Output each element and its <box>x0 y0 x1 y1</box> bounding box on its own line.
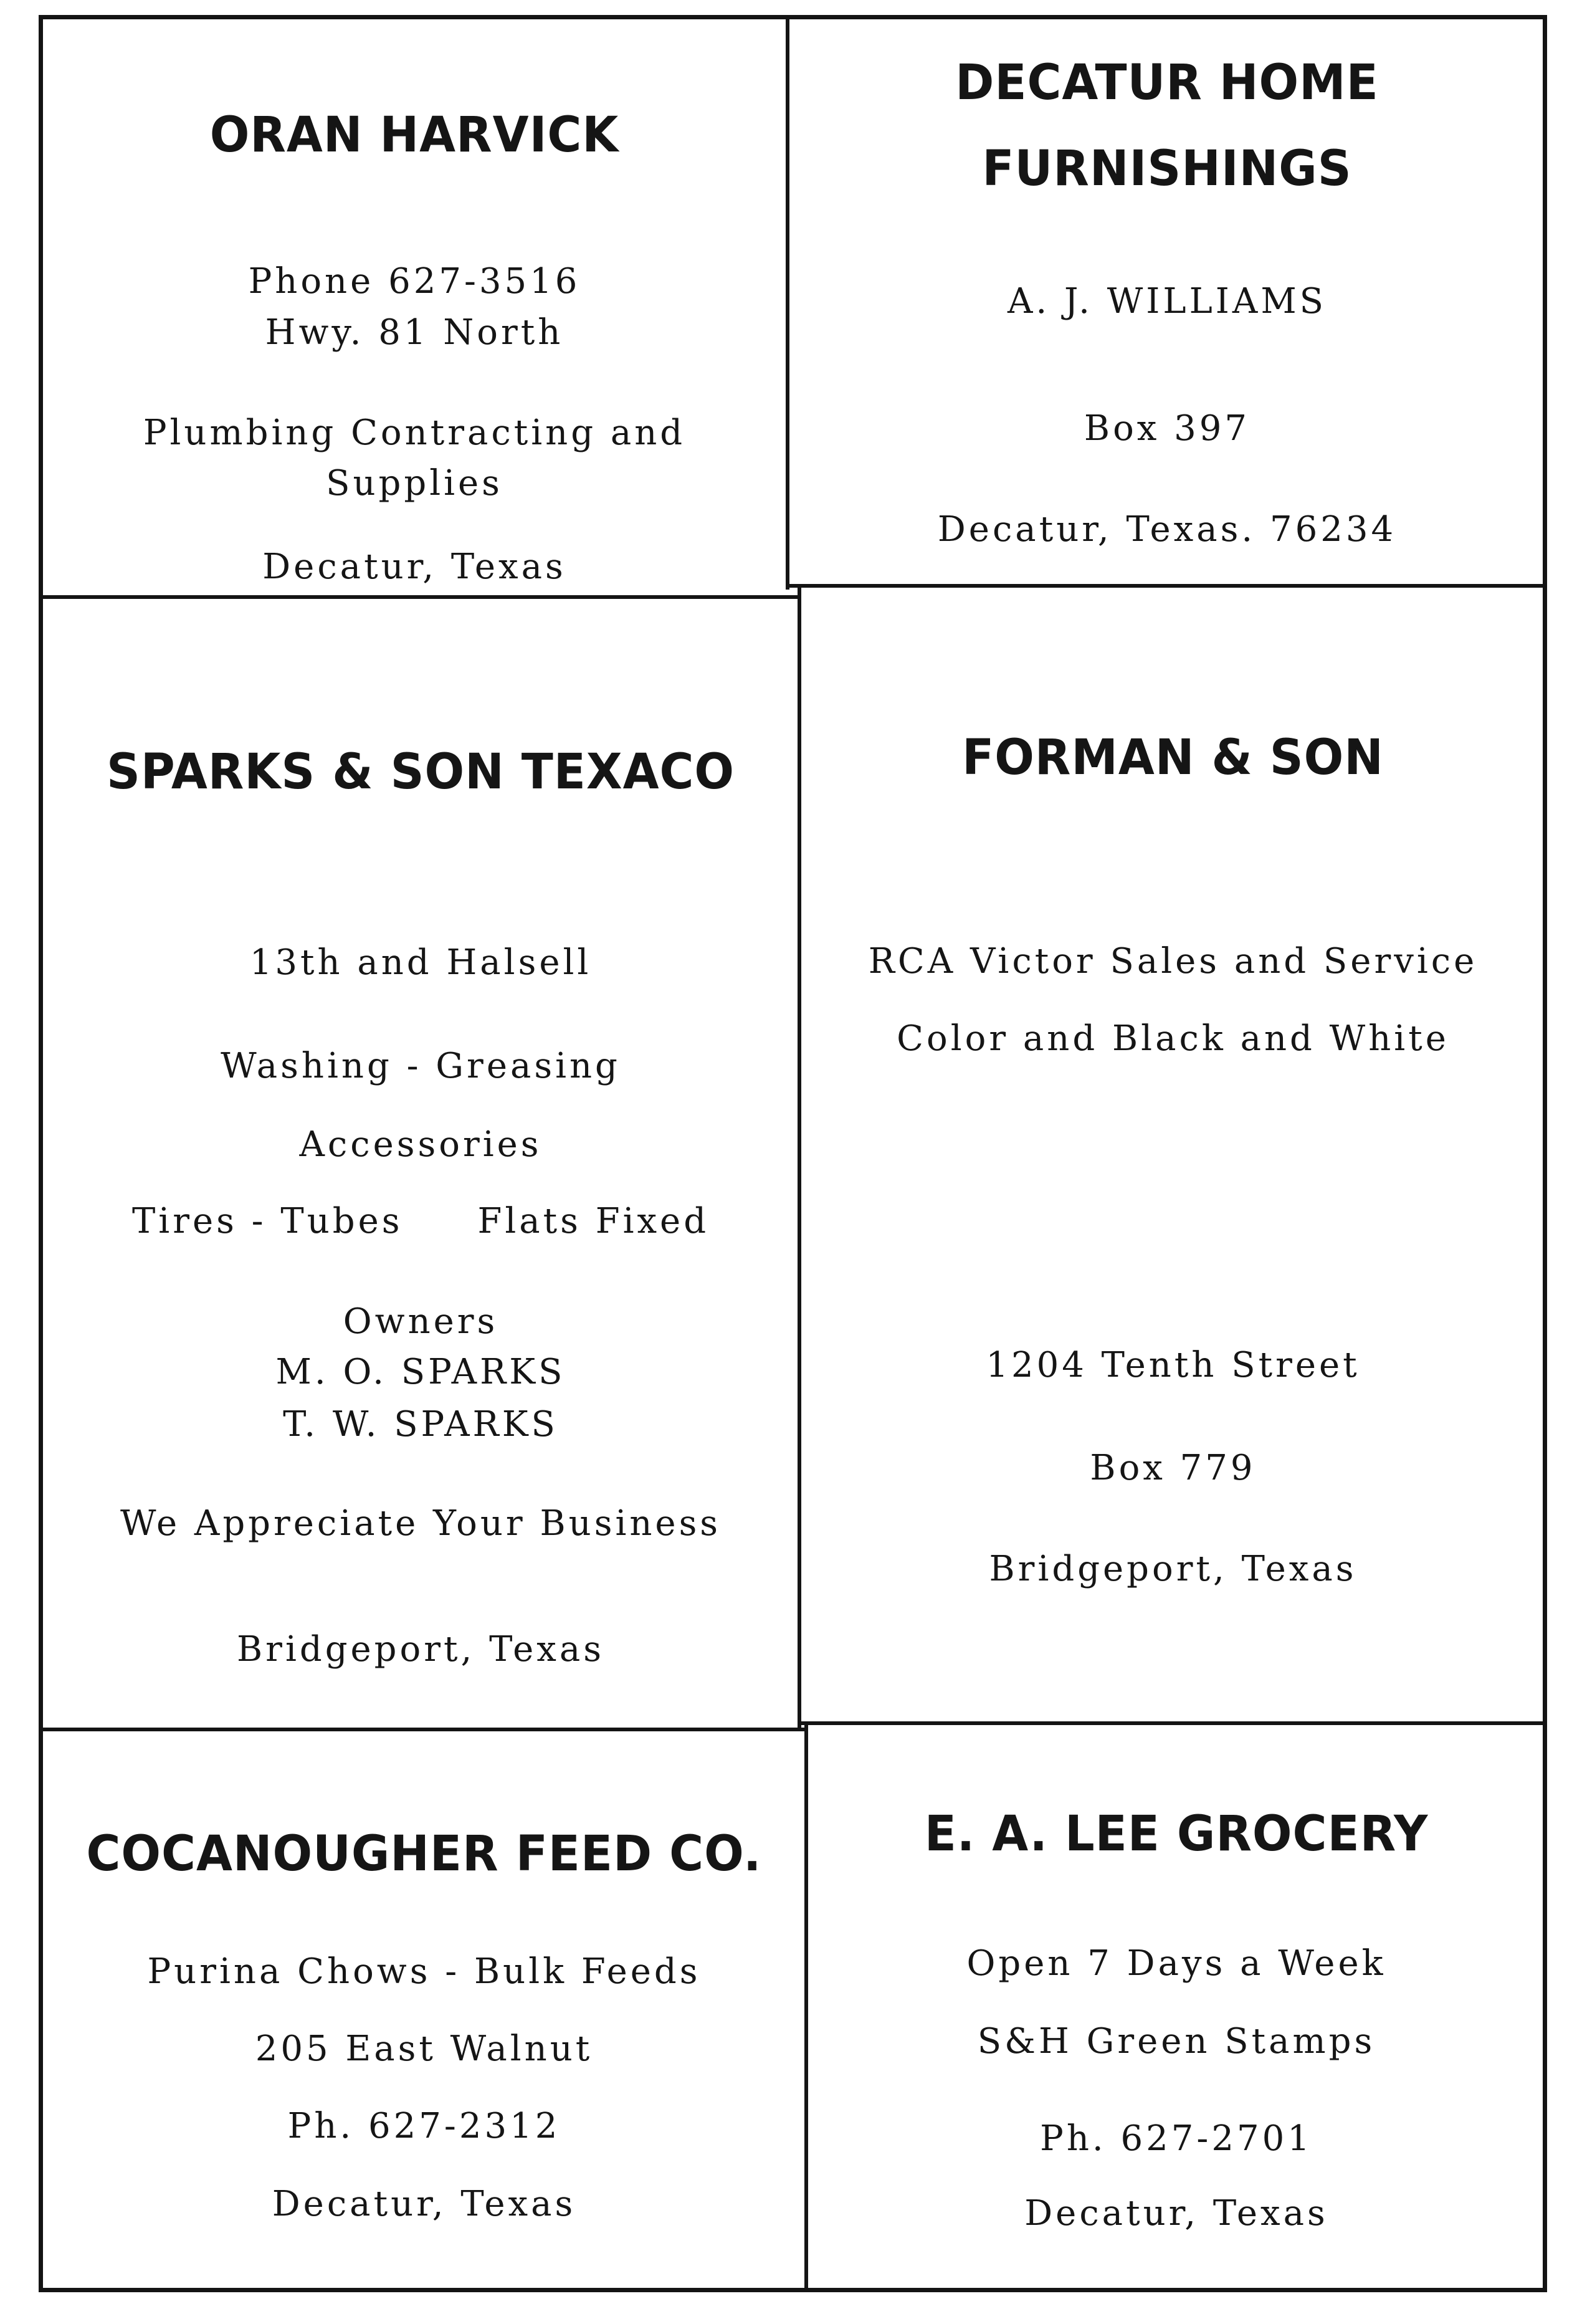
owner-name: T. W. SPARKS <box>283 1404 558 1445</box>
service-tires-tubes: Tires - Tubes <box>131 1201 403 1241</box>
ad-sparks-son-texaco <box>44 599 798 1728</box>
address: 205 East Walnut <box>255 2029 593 2069</box>
city: Bridgeport, Texas <box>989 1549 1357 1589</box>
service-line: Washing - Greasing <box>221 1046 621 1086</box>
city: Decatur, Texas <box>262 547 566 587</box>
address: 1204 Tenth Street <box>986 1345 1360 1385</box>
ad-title: FORMAN & SON <box>962 730 1384 786</box>
ad-title: COCANOUGHER FEED CO. <box>86 1826 762 1882</box>
owners-label: Owners <box>343 1301 498 1342</box>
ad-title: E. A. LEE GROCERY <box>924 1806 1429 1862</box>
product-line: RCA Victor Sales and Service <box>868 941 1478 982</box>
business-description-cont: Supplies <box>326 463 503 504</box>
ad-cocanougher-feed <box>44 1731 804 2287</box>
box-number: Box 397 <box>1084 408 1251 449</box>
phone-number: Ph. 627-2701 <box>1040 2118 1313 2159</box>
ad-title: ORAN HARVICK <box>209 107 619 163</box>
product-line: Purina Chows - Bulk Feeds <box>147 1951 701 1992</box>
ad-forman-son <box>801 588 1545 1721</box>
ad-decatur-home-furnishings <box>789 19 1545 583</box>
ad-ea-lee-grocery <box>808 1725 1545 2287</box>
product-line: Color and Black and White <box>897 1018 1449 1059</box>
phone-number: Phone 627-3516 <box>248 261 581 302</box>
service-line <box>44 1201 798 1241</box>
city: Decatur, Texas. 76234 <box>937 509 1397 550</box>
promotion: S&H Green Stamps <box>977 2021 1376 2062</box>
hours: Open 7 Days a Week <box>966 1943 1386 1984</box>
address: Hwy. 81 North <box>265 312 564 353</box>
ad-title-cont: FURNISHINGS <box>982 141 1352 197</box>
phone-number: Ph. 627-2312 <box>287 2106 561 2146</box>
ad-title: SPARKS & SON TEXACO <box>106 744 735 800</box>
service-flats-fixed: Flats Fixed <box>477 1201 710 1241</box>
owner-name: M. O. SPARKS <box>275 1352 566 1392</box>
box-number: Box 779 <box>1090 1448 1256 1488</box>
slogan: We Appreciate Your Business <box>120 1503 722 1544</box>
address: 13th and Halsell <box>249 942 592 983</box>
city: Decatur, Texas <box>1024 2193 1328 2234</box>
business-description: Plumbing Contracting and <box>143 413 686 453</box>
city: Decatur, Texas <box>272 2184 576 2224</box>
city: Bridgeport, Texas <box>237 1629 604 1670</box>
owner-name: A. J. WILLIAMS <box>1007 281 1327 322</box>
ad-title: DECATUR HOME <box>955 55 1379 111</box>
service-line: Accessories <box>299 1124 542 1165</box>
ad-oran-harvick <box>44 19 785 592</box>
